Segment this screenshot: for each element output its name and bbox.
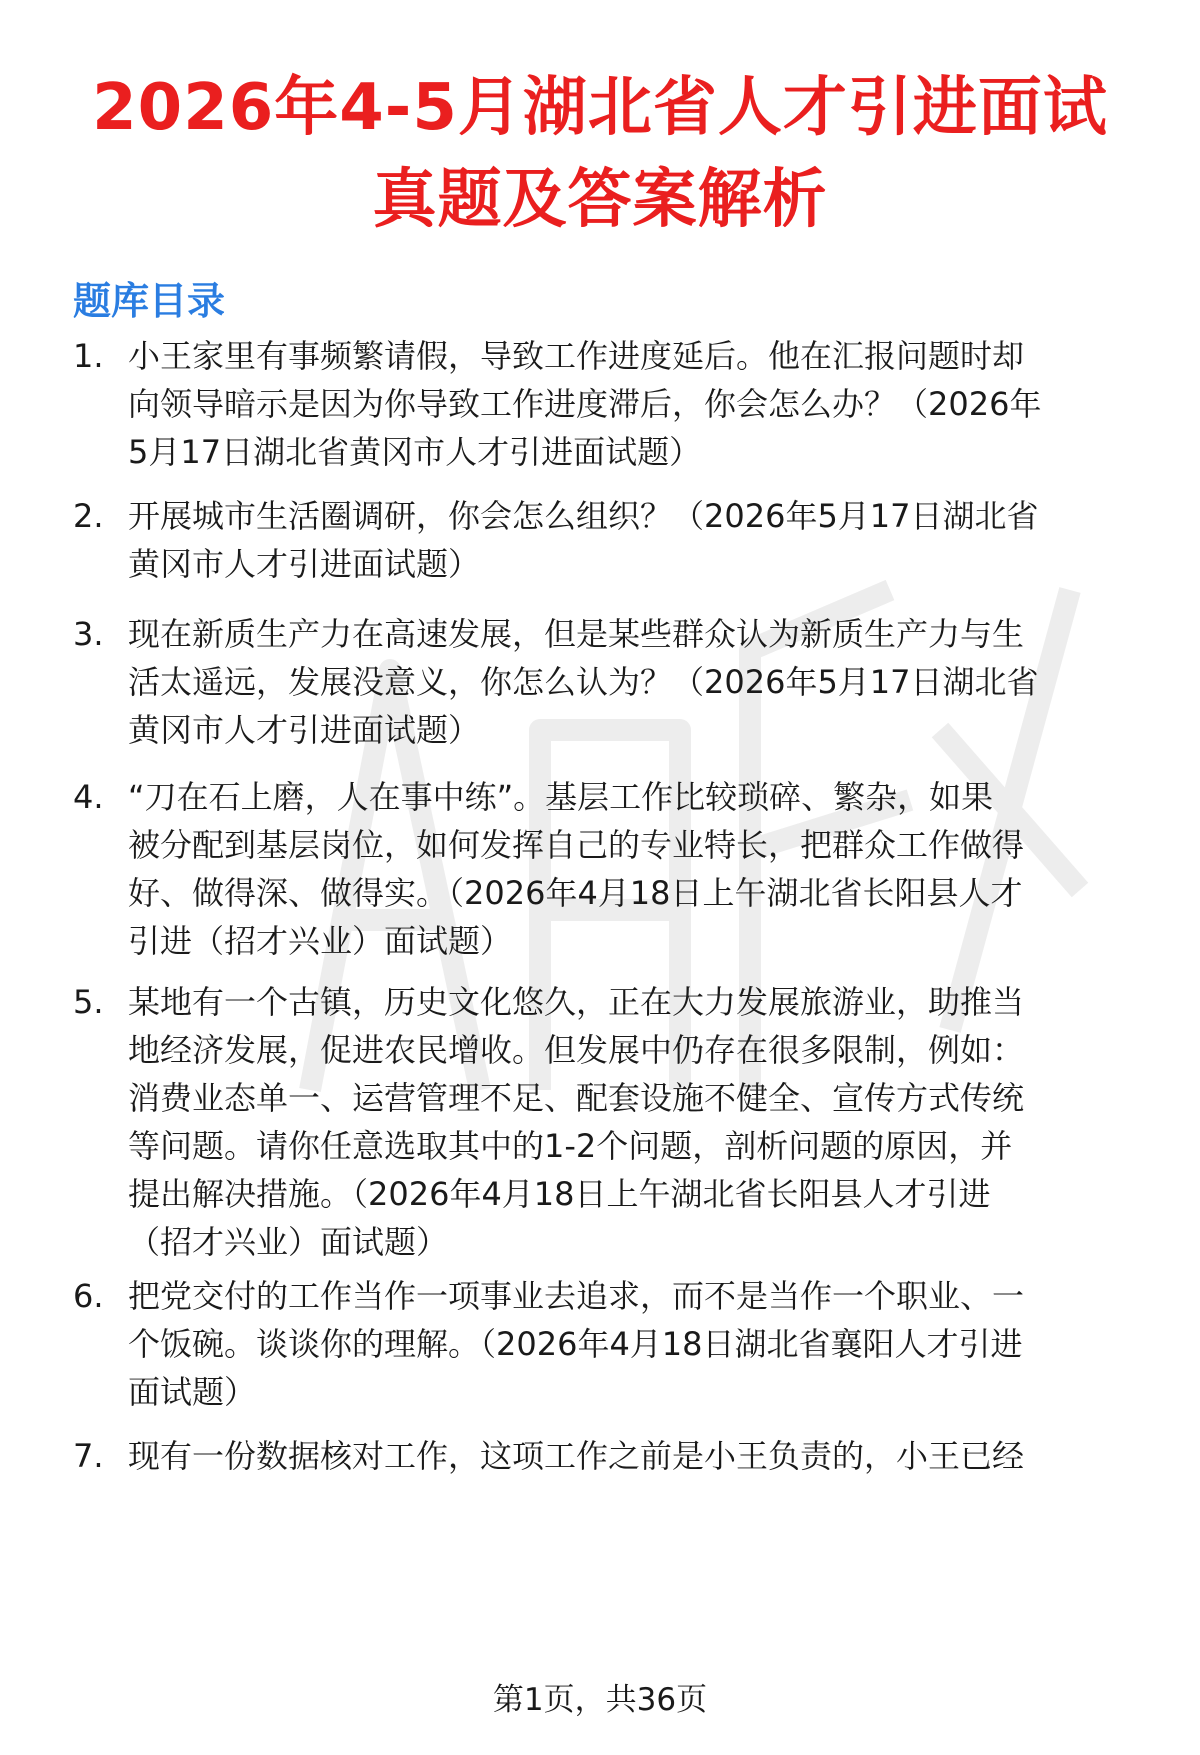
question-number: 3. <box>73 615 104 653</box>
question-text-line: 现在新质生产力在高速发展，但是某些群众认为新质生产力与生 <box>128 615 1025 653</box>
question-text-line: 某地有一个古镇，历史文化悠久，正在大力发展旅游业，助推当 <box>128 983 1025 1021</box>
question-text-line: 提出解决措施。（2026年4月18日上午湖北省长阳县人才引进 <box>128 1175 991 1213</box>
question-text-line: 黄冈市人才引进面试题） <box>128 545 481 583</box>
question-text-line: 黄冈市人才引进面试题） <box>128 711 481 749</box>
question-text <box>128 492 1148 588</box>
question-number: 1. <box>73 337 104 375</box>
question-number: 6. <box>73 1277 104 1315</box>
page-title <box>60 62 1140 246</box>
question-text-line: 5月17日湖北省黄冈市人才引进面试题） <box>128 433 702 471</box>
question-text-line: 现有一份数据核对工作，这项工作之前是小王负责的，小王已经 <box>128 1437 1025 1475</box>
question-text <box>128 773 1148 965</box>
title-line-1: 2026年4-5月湖北省人才引进面试 <box>92 71 1108 145</box>
question-text-line: 活太遥远，发展没意义，你怎么认为？（2026年5月17日湖北省 <box>128 663 1039 701</box>
question-text-line: 被分配到基层岗位，如何发挥自己的专业特长，把群众工作做得 <box>128 826 1025 864</box>
page-footer: 第1页，共36页 <box>492 1682 708 1718</box>
question-number: 4. <box>73 778 104 816</box>
question-text-line: 好、做得深、做得实。（2026年4月18日上午湖北省长阳县人才 <box>128 874 1023 912</box>
question-text-line: 小王家里有事频繁请假，导致工作进度延后。他在汇报问题时却 <box>128 337 1025 375</box>
question-text <box>128 1272 1148 1416</box>
question-text-line: 个饭碗。谈谈你的理解。（2026年4月18日湖北省襄阳人才引进 <box>128 1325 1023 1363</box>
title-line-2: 真题及答案解析 <box>372 163 828 237</box>
question-text <box>128 610 1148 754</box>
toc-heading: 题库目录 <box>73 279 226 323</box>
question-text-line: 地经济发展，促进农民增收。但发展中仍存在很多限制，例如： <box>128 1031 1025 1069</box>
question-text-line: 把党交付的工作当作一项事业去追求，而不是当作一个职业、一 <box>128 1277 1025 1315</box>
question-text-line: （招才兴业）面试题） <box>128 1223 449 1261</box>
question-text <box>128 1432 1148 1480</box>
question-text-line: 向领导暗示是因为你导致工作进度滞后，你会怎么办？（2026年 <box>128 385 1042 423</box>
question-number: 2. <box>73 497 104 535</box>
question-text-line: “刀在石上磨，人在事中练”。基层工作比较琐碎、繁杂，如果 <box>128 778 994 816</box>
question-text-line: 开展城市生活圈调研，你会怎么组织？（2026年5月17日湖北省 <box>128 497 1039 535</box>
question-text-line: 引进（招才兴业）面试题） <box>128 922 513 960</box>
question-text <box>128 332 1148 476</box>
question-number: 7. <box>73 1437 104 1475</box>
question-text-line: 等问题。请你任意选取其中的1-2个问题，剖析问题的原因，并 <box>128 1127 1013 1165</box>
question-text <box>128 978 1148 1266</box>
question-text-line: 消费业态单一、运营管理不足、配套设施不健全、宣传方式传统 <box>128 1079 1025 1117</box>
question-text-line: 面试题） <box>128 1373 257 1411</box>
question-number: 5. <box>73 983 104 1021</box>
